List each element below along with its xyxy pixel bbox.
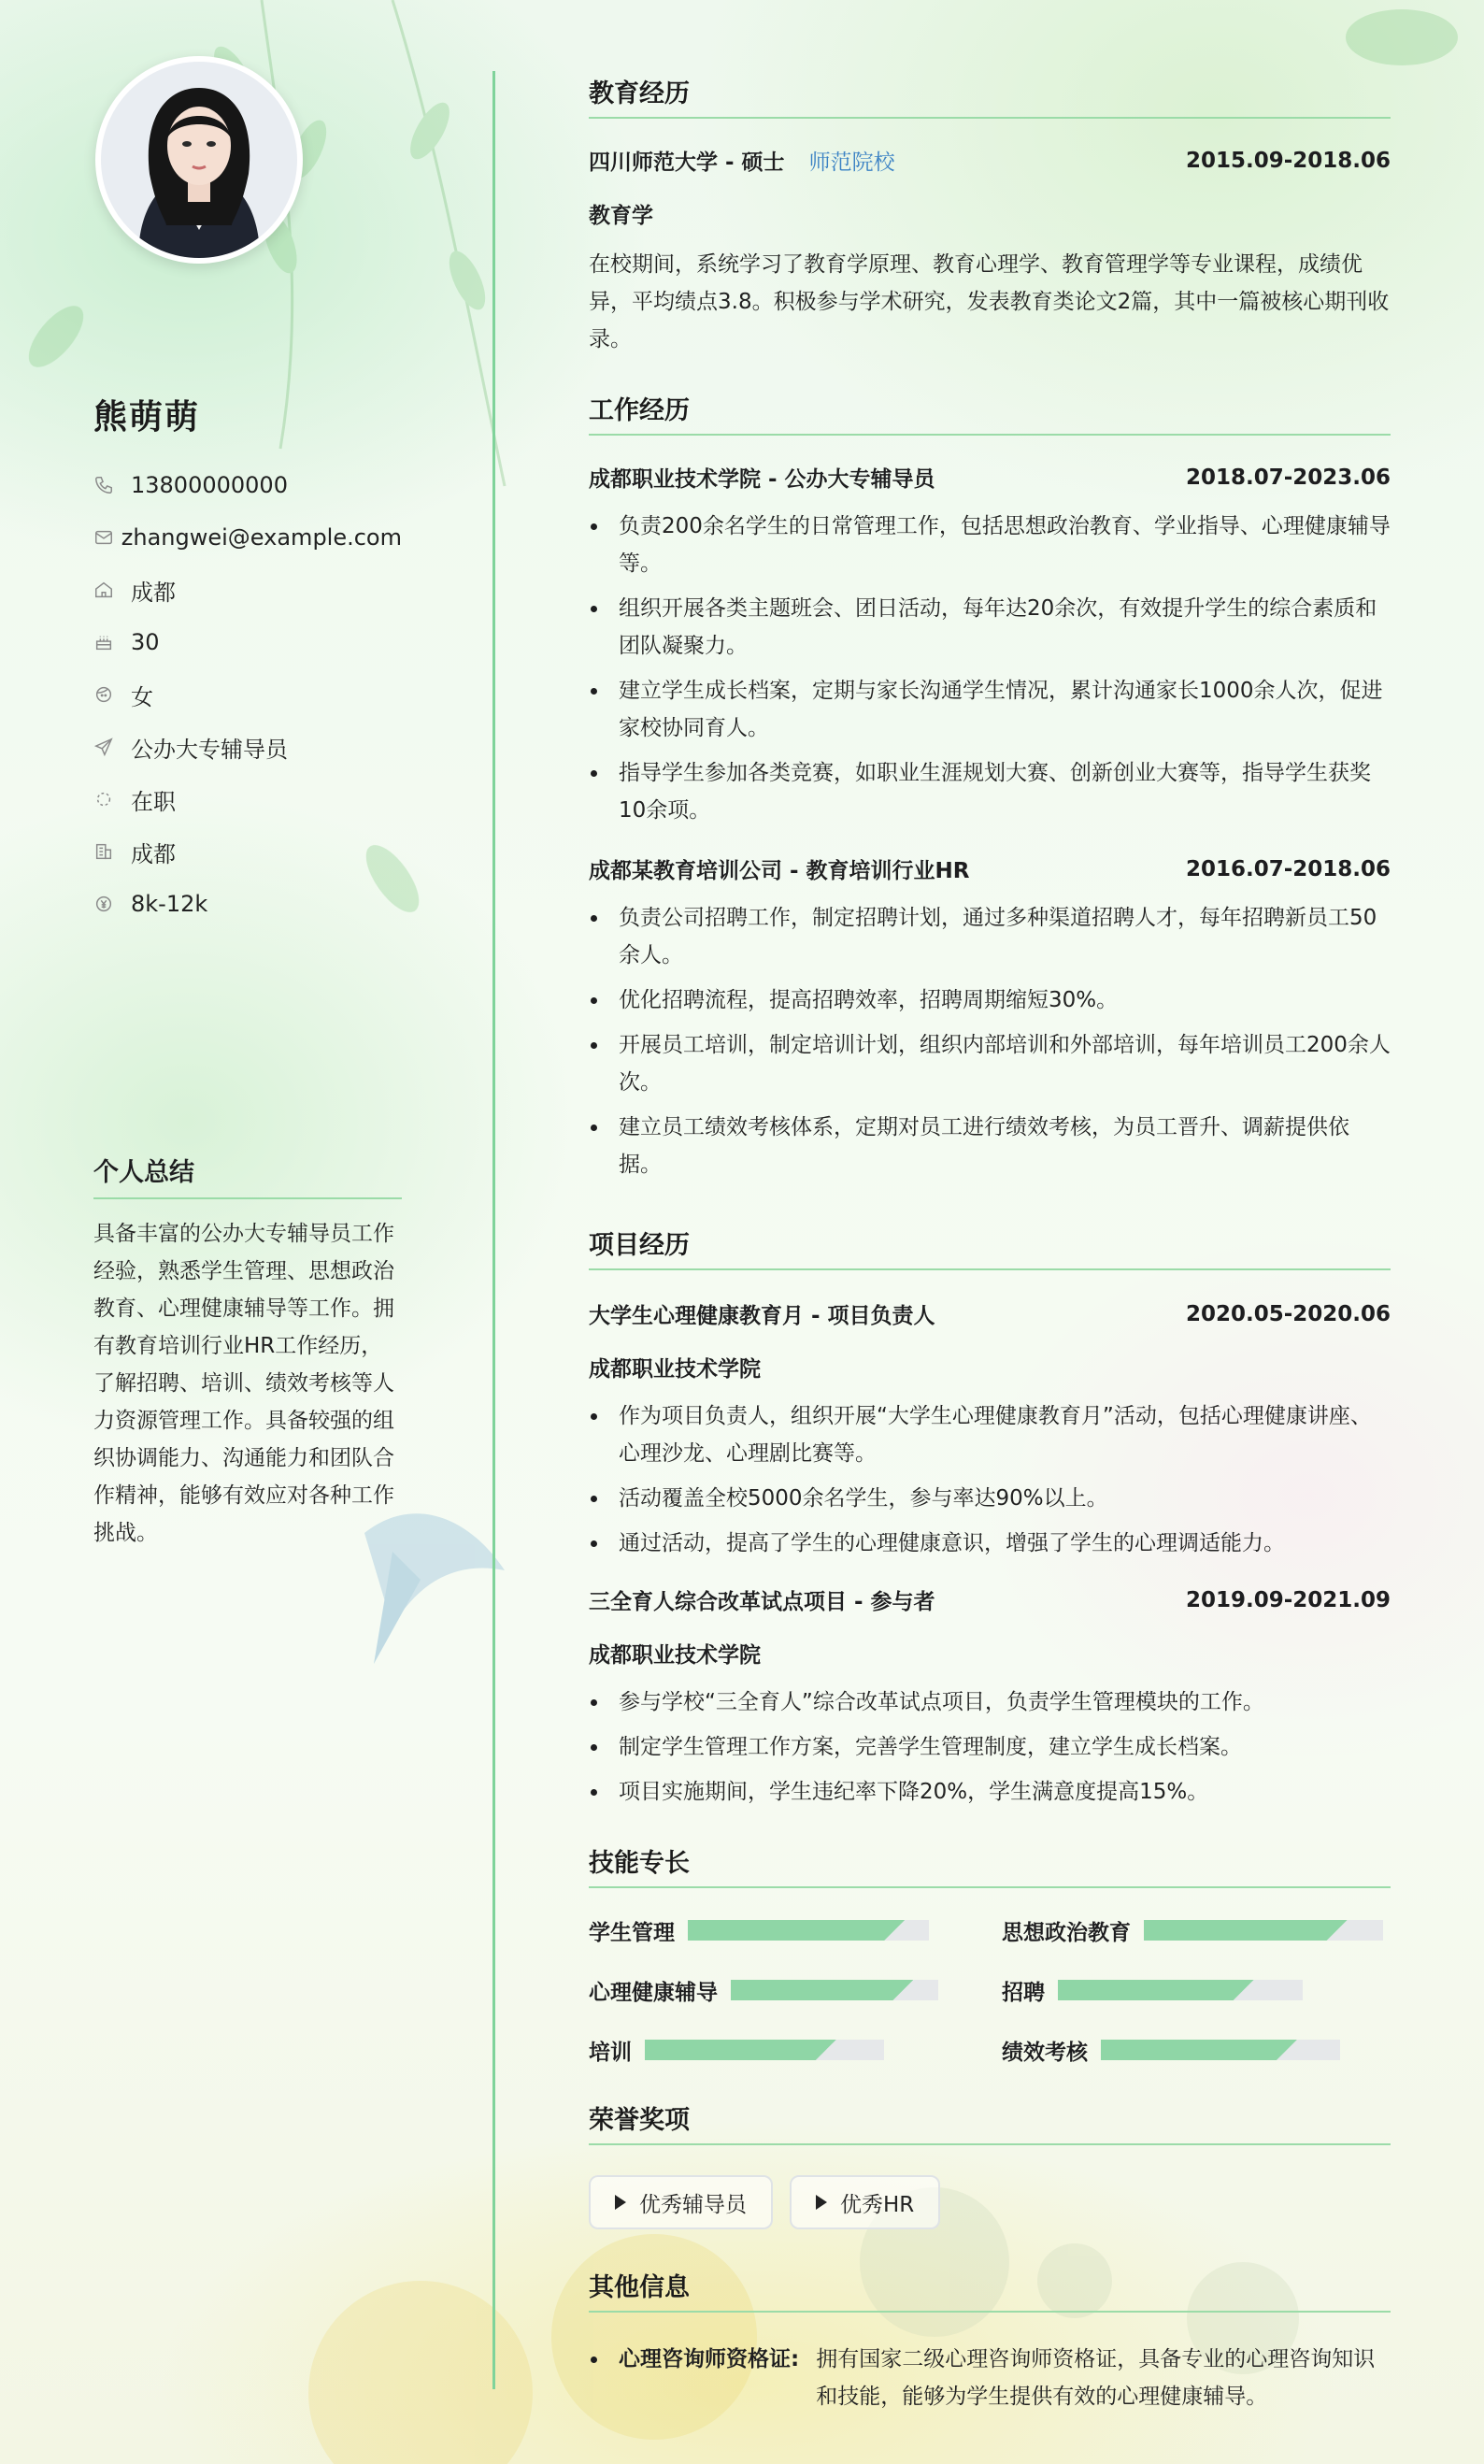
education-head <box>589 145 1391 176</box>
list-item: 参与学校“三全育人”综合改革试点项目，负责学生管理模块的工作。 <box>589 1683 1391 1721</box>
avatar <box>101 62 297 258</box>
skill-item <box>1002 1916 1391 1944</box>
list-item: 负责200余名学生的日常管理工作，包括思想政治教育、学业指导、心理健康辅导等。 <box>589 508 1391 582</box>
project-item <box>589 1584 1391 1811</box>
list-item: 制定学生管理工作方案，完善学生管理制度，建立学生成长档案。 <box>589 1728 1391 1766</box>
skill-bar-fill <box>1144 1920 1348 1941</box>
skill-item <box>589 1976 1002 2004</box>
list-item: 通过活动，提高了学生的心理健康意识，增强了学生的心理调适能力。 <box>589 1525 1391 1562</box>
skill-bar-fill <box>688 1920 905 1941</box>
other-title: 其他信息 <box>589 2267 1391 2313</box>
project-name-role: 大学生心理健康教育月 - 项目负责人 <box>589 1304 935 1328</box>
skill-bar-fill <box>645 2040 836 2060</box>
phone-icon <box>93 475 131 495</box>
sidebar <box>93 56 402 930</box>
status-row <box>93 773 402 825</box>
project-name-role: 三全育人综合改革试点项目 - 参与者 <box>589 1590 935 1614</box>
award-chip[interactable] <box>790 2175 940 2229</box>
email-row <box>93 511 402 564</box>
skill-label: 绩效考核 <box>1002 2040 1088 2065</box>
skill-bar-fill <box>1101 2040 1297 2060</box>
skill-bar <box>688 1920 929 1941</box>
summary-text: 具备丰富的公办大专辅导员工作经验，熟悉学生管理、思想政治教育、心理健康辅导等工作。拥有教育培训行业HR工作经历，了解招聘、培训、绩效考核等人力资源管理工作。具备较强的组织协调能力、沟通能力和团队合作精神，能够有效应对各种工作挑战。 <box>93 1222 394 1545</box>
list-item: 活动覆盖全校5000余名学生，参与率达90%以上。 <box>589 1480 1391 1517</box>
project-date: 2019.09-2021.09 <box>1185 1587 1391 1612</box>
projects-title: 项目经历 <box>589 1225 1391 1270</box>
other-info-value: 拥有国家二级心理咨询师资格证，具备专业的心理咨询知识和技能，能够为学生提供有效的心理健康辅导。 <box>816 2347 1376 2409</box>
list-item: 负责公司招聘工作，制定招聘计划，通过多种渠道招聘人才，每年招聘新员工50余人。 <box>589 899 1391 974</box>
work-item <box>589 853 1391 1183</box>
location-row <box>93 564 402 616</box>
project-bullets <box>589 1683 1391 1811</box>
list-item: 开展员工培训，制定培训计划，组织内部培训和外部培训，每年培训员工200余人次。 <box>589 1026 1391 1101</box>
gender-row <box>93 668 402 721</box>
summary-title: 个人总结 <box>93 1152 402 1199</box>
other-info-item <box>589 2341 1391 2415</box>
education-major: 教育学 <box>589 204 653 228</box>
education-desc: 在校期间，系统学习了教育学原理、教育心理学、教育管理学等专业课程，成绩优异，平均绩点3.8。积极参与学术研究，发表教育类论文2篇，其中一篇被核心期刊收录。 <box>589 252 1390 351</box>
paper-plane-icon <box>93 737 131 757</box>
school-tag: 师范院校 <box>808 150 895 175</box>
yen-icon <box>93 894 131 914</box>
skill-item <box>589 2036 1002 2064</box>
skill-bar <box>1144 1920 1383 1941</box>
column-divider <box>492 71 495 2389</box>
work-bullets <box>589 899 1391 1183</box>
project-org: 成都职业技术学院 <box>589 1357 761 1382</box>
salary-row <box>93 878 402 930</box>
education-date: 2015.09-2018.06 <box>1185 148 1391 173</box>
work-date: 2016.07-2018.06 <box>1185 856 1391 881</box>
skills-title: 技能专长 <box>589 1842 1391 1888</box>
skill-item <box>1002 2036 1391 2064</box>
work-head <box>589 462 1391 493</box>
skills-grid <box>589 1916 1391 2064</box>
list-item: 优化招聘流程，提高招聘效率，招聘周期缩短30%。 <box>589 981 1391 1019</box>
play-triangle-icon <box>816 2195 827 2210</box>
phone-value[interactable]: 13800000000 <box>131 472 288 498</box>
skill-label: 学生管理 <box>589 1920 675 1945</box>
skill-bar <box>645 2040 884 2060</box>
cake-icon <box>93 632 131 652</box>
skill-item <box>589 1916 1002 1944</box>
candidate-name: 熊萌萌 <box>93 398 201 437</box>
home-icon <box>93 580 131 600</box>
project-date: 2020.05-2020.06 <box>1185 1301 1391 1326</box>
contact-info-list <box>93 459 402 930</box>
age-value: 30 <box>131 629 160 655</box>
salary-value: 8k-12k <box>131 891 208 917</box>
award-label: 优秀HR <box>840 2192 915 2217</box>
list-item: 指导学生参加各类竞赛，如职业生涯规划大赛、创新创业大赛等，指导学生获奖10余项。 <box>589 754 1391 829</box>
job-intent-value: 公办大专辅导员 <box>131 736 288 763</box>
play-triangle-icon <box>615 2195 626 2210</box>
skill-bar-fill <box>731 1980 913 2000</box>
skill-bar-fill <box>1058 1980 1254 2000</box>
gender-value: 女 <box>131 683 153 710</box>
project-item <box>589 1298 1391 1562</box>
project-bullets <box>589 1397 1391 1562</box>
awards-list <box>589 2175 1391 2229</box>
skill-label: 培训 <box>589 2040 632 2065</box>
list-item: 作为项目负责人，组织开展“大学生心理健康教育月”活动，包括心理健康讲座、心理沙龙、心理剧比赛等。 <box>589 1397 1391 1472</box>
job-intent-row <box>93 721 402 773</box>
award-chip[interactable] <box>589 2175 773 2229</box>
skill-bar <box>1058 1980 1303 2000</box>
skill-label: 思想政治教育 <box>1002 1920 1131 1945</box>
award-label: 优秀辅导员 <box>639 2192 747 2217</box>
work-company-role: 成都某教育培训公司 - 教育培训行业HR <box>589 859 970 883</box>
list-item: 项目实施期间，学生违纪率下降20%，学生满意度提高15%。 <box>589 1773 1391 1811</box>
location-value: 成都 <box>131 579 176 606</box>
project-org: 成都职业技术学院 <box>589 1643 761 1668</box>
mail-icon <box>93 527 121 548</box>
status-value: 在职 <box>131 788 176 815</box>
target-city-value: 成都 <box>131 840 176 867</box>
main-content <box>589 73 1391 2415</box>
list-item: 建立员工绩效考核体系，定期对员工进行绩效考核，为员工晋升、调薪提供依据。 <box>589 1109 1391 1183</box>
skill-label: 招聘 <box>1002 1980 1045 2005</box>
person-face-icon <box>93 684 131 705</box>
project-head <box>589 1298 1391 1329</box>
list-item: 组织开展各类主题班会、团日活动，每年达20余次，有效提升学生的综合素质和团队凝聚力。 <box>589 590 1391 665</box>
awards-title: 荣誉奖项 <box>589 2099 1391 2145</box>
target-city-row <box>93 825 402 878</box>
work-date: 2018.07-2023.06 <box>1185 465 1391 490</box>
project-head <box>589 1584 1391 1615</box>
skill-bar <box>731 1980 938 2000</box>
work-item <box>589 462 1391 829</box>
work-company-role: 成都职业技术学院 - 公办大专辅导员 <box>589 467 935 492</box>
age-row <box>93 616 402 668</box>
building-icon <box>93 841 131 862</box>
list-item: 建立学生成长档案，定期与家长沟通学生情况，累计沟通家长1000余人次，促进家校协同育人。 <box>589 672 1391 747</box>
skill-item <box>1002 1976 1391 2004</box>
education-school: 四川师范大学 - 硕士 <box>589 150 785 175</box>
phone-row <box>93 459 402 511</box>
education-title: 教育经历 <box>589 73 1391 119</box>
skill-bar <box>1101 2040 1340 2060</box>
work-title: 工作经历 <box>589 390 1391 436</box>
work-bullets <box>589 508 1391 829</box>
other-info-key: 心理咨询师资格证: <box>619 2347 800 2371</box>
skill-label: 心理健康辅导 <box>589 1980 718 2005</box>
work-head <box>589 853 1391 884</box>
email-value[interactable]: zhangwei@example.com <box>121 524 402 551</box>
loading-icon <box>93 789 131 809</box>
avatar-frame <box>95 56 303 264</box>
